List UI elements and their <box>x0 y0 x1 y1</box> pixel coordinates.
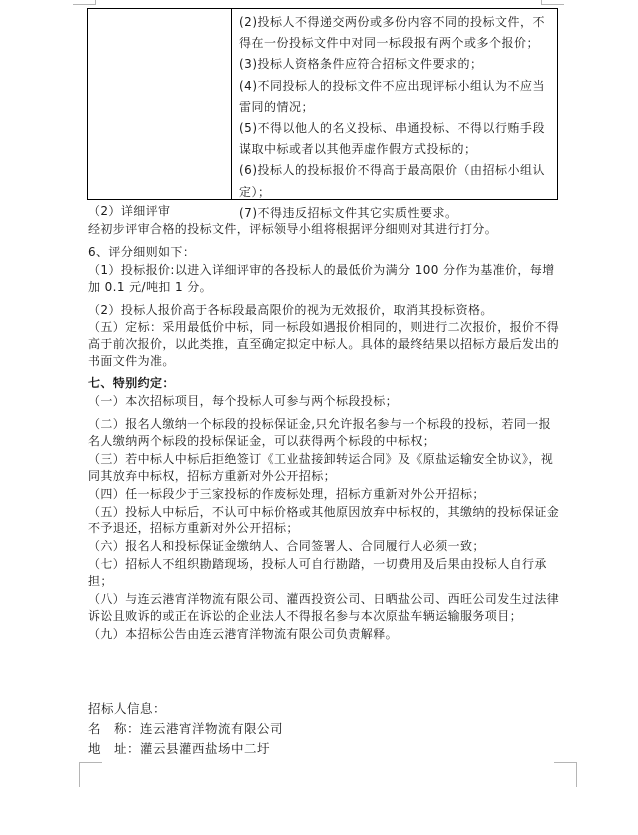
criteria-item: (7)不得违反招标文件其它实质性要求。 <box>239 205 458 220</box>
section-heading: 七、特别约定： <box>88 376 175 391</box>
margin-corner-mark-bottom-right <box>554 762 577 787</box>
bidder-info-title: 招标人信息： <box>88 701 167 716</box>
paragraph: （八）与连云港宵洋物流有限公司、灌西投资公司、日晒盐公司、西旺公司发生过法律诉讼且败诉的或正在诉讼的企业法人不得报名参与本次原盐车辆运输服务项目； <box>88 592 560 623</box>
margin-corner-mark-top-right <box>541 0 564 5</box>
paragraph: （六）报名人和投标保证金缴纳人、合同签署人、合同履行人必须一致； <box>88 539 485 554</box>
paragraph: 6、评分细则如下： <box>88 244 196 259</box>
bidder-address-line: 地 址：灌云县灌西盐场中二圩 <box>88 741 271 756</box>
paragraph: 经初步评审合格的投标文件，评标领导小组将根据评分细则对其进行打分。 <box>88 221 498 236</box>
criteria-item: (6)投标人的投标报价不得高于最高限价（由招标小组认定）； <box>239 163 546 199</box>
paragraph: （一）本次招标项目，每个投标人可参与两个标段投标； <box>88 394 399 409</box>
paragraph: （九）本招标公告由连云港宵洋物流有限公司负责解释。 <box>88 626 399 641</box>
criteria-item: (2)投标人不得递交两份或多份内容不同的投标文件，不得在一份投标文件中对同一标段报有两个或多个报价； <box>239 15 546 51</box>
margin-corner-mark-top-left <box>73 0 96 5</box>
paragraph: （三）若中标人中标后拒绝签订《工业盐接卸转运合同》及《原盐运输安全协议》，视同其放弃中标权，招标方重新对外公开招标； <box>88 451 554 483</box>
paragraph: （2）详细评审 <box>88 204 171 218</box>
table-left-cell <box>88 9 232 199</box>
paragraph: （二）报名人缴纳一个标段的投标保证金,只允许报名参与一个标段的投标，若同一报名人缴纳两个标段的投标保证金，可以获得两个标段的中标权； <box>88 416 552 448</box>
paragraph: （七）招标人不组织勘踏现场，投标人可自行勘踏，一切费用及后果由投标人自行承担； <box>88 557 547 589</box>
table-right-cell <box>232 9 557 220</box>
paragraph: （1）投标报价:以进入详细评审的各投标人的最低价为满分 100 分作为基准价，每增加 0.1 元/吨扣 1 分。 <box>88 262 555 294</box>
paragraph: （五）定标：采用最低价中标，同一标段如遇报价相同的，则进行二次报价，报价不得高于前次报价，以此类推，直至确定拟定中标人。具体的最终结果以招标方最后发出的书面文件为准。 <box>88 320 560 369</box>
paragraph: （2）投标人报价高于各标段最高限价的视为无效报价，取消其投标资格。 <box>88 302 493 317</box>
paragraph: （五）投标人中标后，不认可中标价格或其他原因放弃中标权的，其缴纳的投标保证金不予退还，招标方重新对外公开招标； <box>88 504 560 536</box>
bidder-name-line: 名 称：连云港宵洋物流有限公司 <box>88 721 284 736</box>
document-body <box>88 203 561 644</box>
criteria-item: (5)不得以他人的名义投标、串通投标、不得以行贿手段谋取中标或者以其他弄虚作假方式投标的； <box>239 121 546 157</box>
margin-corner-mark-bottom-left <box>79 762 102 787</box>
criteria-item: (3)投标人资格条件应符合招标文件要求的； <box>239 57 483 72</box>
paragraph: （四）任一标段少于三家投标的作废标处理，招标方重新对外公开招标； <box>88 486 485 501</box>
bidder-info-block <box>88 699 488 759</box>
criteria-item: (4)不同投标人的投标文件不应出现评标小组认为不应当雷同的情况； <box>239 78 546 114</box>
